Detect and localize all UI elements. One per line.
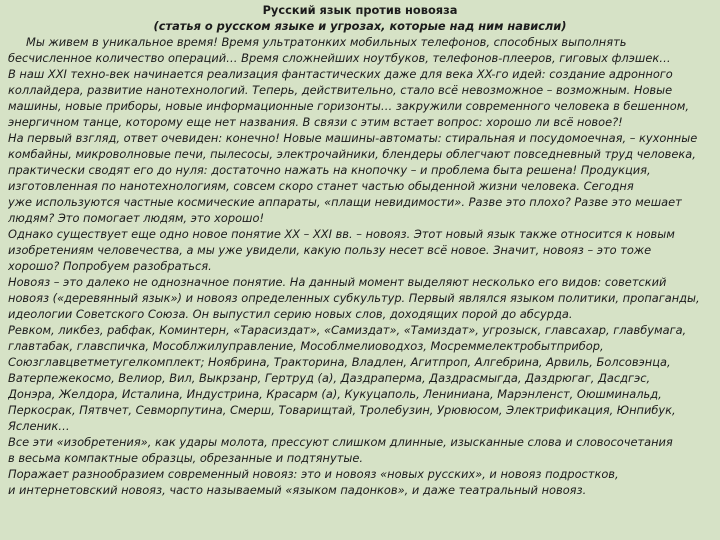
document-body	[8, 34, 712, 498]
text-line: Поражает разнообразием современный новояз: это и новояз «новых русских», и новояз подростков,	[8, 467, 619, 481]
text-line: практически сводят его до нуля: достаточно нажать на кнопочку – и проблема быта решена! Продукция,	[8, 163, 651, 177]
text-line: хорошо? Попробуем разобраться.	[8, 259, 212, 273]
text-line: в весьма компактные образцы, обрезанные и подтянутые.	[8, 451, 363, 465]
text-line: энергичном танце, которому еще нет названия. В связи с этим встает вопрос: хорошо ли всё новое?!	[8, 115, 623, 129]
text-line: бесчисленное количество операций… Время сложнейших ноутбуков, телефонов-плееров, гиговых флэшек…	[8, 51, 671, 65]
text-line: главтабак, главспичка, Мособлжилуправление, Мособлмелиоводхоз, Мосреммелектробытприбор,	[8, 339, 604, 353]
text-line: В наш XXI техно-век начинается реализация фантастических даже для века XX-го идей: создание адронного	[8, 67, 673, 81]
text-line: новояз («деревянный язык») и новояз определенных субкультур. Первый являлся языком политики, пропаганды,	[8, 291, 700, 305]
text-line: Ватерпежекосмо, Велиор, Вил, Выкрзанр, Гертруд (а), Даздраперма, Даздрасмыгда, Даздрюгаг, Дасдгэс,	[8, 371, 651, 385]
text-line: и интернетовский новояз, часто называемый «языком падонков», и даже театральный новояз.	[8, 483, 587, 497]
text-line: Ясленик…	[8, 419, 70, 433]
text-line: комбайны, микроволновые печи, пылесосы, электрочайники, блендеры облегчают повседневный труд человека,	[8, 147, 696, 161]
text-line: машины, новые приборы, новые информационные горизонты… закружили современного человека в бешенном,	[8, 99, 689, 113]
text-line: идеологии Советского Союза. Он выпустил серию новых слов, доходящих порой до абсурда.	[8, 307, 573, 321]
text-line: Ревком, ликбез, рабфак, Коминтерн, «Тарасиздат», «Самиздат», «Тамиздат», угрозыск, главсахар, главбумага,	[8, 323, 687, 337]
text-line: изобретениям человечества, а мы уже увидели, какую пользу несет всё новое. Значит, новояз – это тоже	[8, 243, 652, 257]
text-line: На первый взгляд, ответ очевиден: конечно! Новые машины-автоматы: стиральная и посудомоечная, – кухонные	[8, 131, 698, 145]
text-line: Перкосрак, Пятвчет, Севморпутина, Смерш, Товарищтай, Тролебузин, Урювюсом, Электрификация, Юнпибук,	[8, 403, 676, 417]
text-line: людям? Это помогает людям, это хорошо!	[8, 211, 265, 225]
text-line: уже используются частные космические аппараты, «плащи невидимости». Разве это плохо? Разве это мешает	[8, 195, 682, 209]
text-line: изготовленная по нанотехнологиям, совсем скоро станет частью обыденной жизни человека. Сегодня	[8, 179, 634, 193]
text-line: Союзглавцветметугелкомплект; Ноябрина, Тракторина, Владлен, Агитпроп, Алгебрина, Арвиль, Болсовэнца,	[8, 355, 671, 369]
text-line: Мы живем в уникальное время! Время ультратонких мобильных телефонов, способных выполнять	[26, 35, 627, 49]
text-line: коллайдера, развитие нанотехнологий. Теперь, действительно, стало всё невозможное – возможным. Новые	[8, 83, 673, 97]
text-line: Донэра, Желдора, Исталина, Индустрина, Красарм (а), Кукуцаполь, Лениниана, Марэнленст, Оюшминальд,	[8, 387, 662, 401]
text-line: Все эти «изобретения», как удары молота, прессуют слишком длинные, изысканные слова и словосочетания	[8, 435, 673, 449]
document-subtitle: (статья о русском языке и угрозах, которые над ним нависли)	[153, 19, 567, 33]
document-title: Русский язык против новояза	[262, 3, 458, 17]
text-line: Однако существует еще одно новое понятие XX – XXI вв. – новояз. Этот новый язык также относится к новым	[8, 227, 675, 241]
text-line: Новояз – это далеко не однозначное понятие. На данный момент выделяют несколько его видов: советский	[8, 275, 667, 289]
